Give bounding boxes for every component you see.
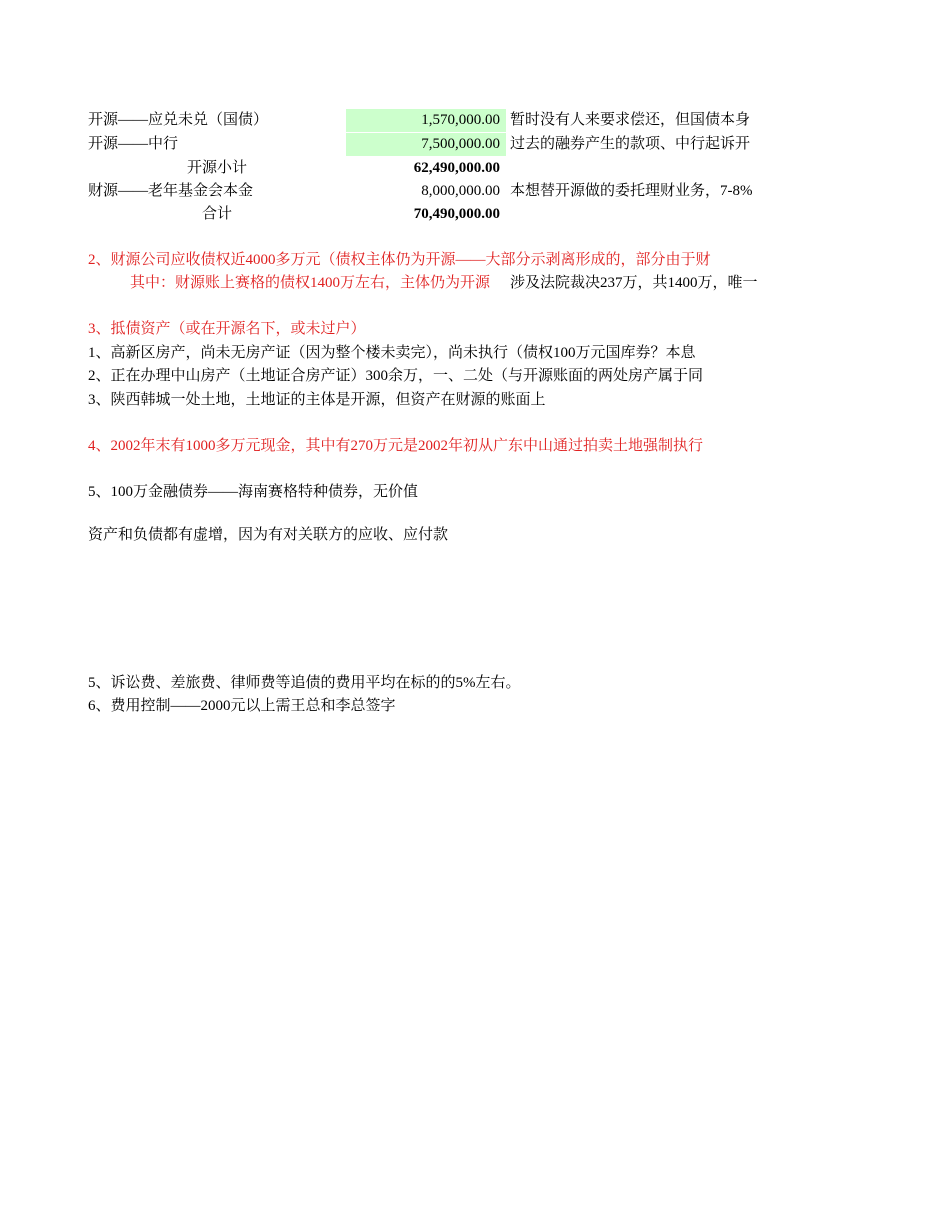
fees-text: 5、诉讼费、差旅费、律师费等追债的费用平均在标的的5%左右。	[88, 675, 521, 691]
row-note: 本想替开源做的委托理财业务，7-8%	[510, 183, 753, 199]
row-note: 暂时没有人来要求偿还，但国债本身	[510, 112, 751, 128]
subtotal-value-cell[interactable]: 62,490,000.00	[413, 160, 500, 176]
total-value-cell[interactable]: 70,490,000.00	[413, 206, 500, 222]
row-label: 开源——中行	[88, 136, 179, 152]
cost-control-text: 6、费用控制——2000元以上需王总和李总签字	[88, 698, 396, 714]
section-3-item: 2、正在办理中山房产（土地证合房产证）300余万，一、二处（与开源账面的两处房产属于同	[88, 368, 704, 384]
row-note: 过去的融券产生的款项、中行起诉开	[510, 136, 751, 152]
section-3-item: 3、陕西韩城一处土地，土地证的主体是开源，但资产在财源的账面上	[88, 392, 546, 408]
row-value-cell[interactable]: 7,500,000.00	[346, 133, 506, 156]
row-label: 开源——应兑未兑（国债）	[88, 112, 269, 128]
section-3-item: 1、高新区房产，尚未无房产证（因为整个楼未卖完），尚未执行（债权100万元国库券？本息	[88, 345, 696, 361]
section-2-sub-note: 涉及法院裁决237万，共1400万，唯一	[510, 275, 758, 291]
section-3-title: 3、抵债资产（或在开源名下，或未过户）	[88, 321, 366, 337]
row-value-cell[interactable]: 8,000,000.00	[421, 183, 500, 199]
subtotal-label: 开源小计	[186, 160, 247, 176]
row-value-cell[interactable]: 1,570,000.00	[346, 109, 506, 132]
section-2-sub-red: 其中：财源账上赛格的债权1400万左右，主体仍为开源	[130, 275, 491, 291]
total-label: 合计	[201, 206, 232, 222]
assets-note: 资产和负债都有虚增，因为有对关联方的应收、应付款	[88, 527, 449, 543]
section-4-title: 4、2002年末有1000多万元现金，其中有270万元是2002年初从广东中山通过拍卖土地强制执行	[88, 438, 704, 454]
row-label: 财源——老年基金会本金	[88, 183, 254, 199]
bond-text: 5、100万金融债券——海南赛格特种债券，无价值	[88, 484, 419, 500]
section-2-title: 2、财源公司应收债权近4000多万元（债权主体仍为开源——大部分示剥离形成的，部分由于财	[88, 252, 711, 268]
